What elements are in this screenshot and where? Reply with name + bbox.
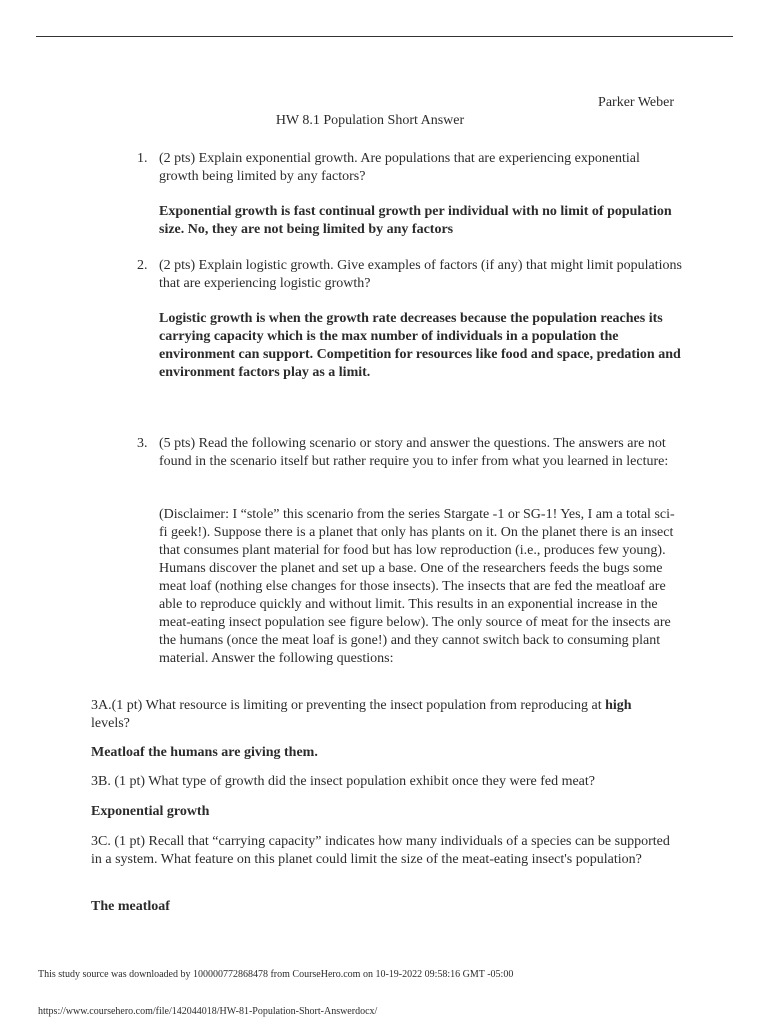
question-3a-prompt	[91, 697, 661, 733]
question-3c-answer: The meatloaf	[91, 899, 170, 914]
question-2-number: 2.	[137, 258, 148, 273]
question-1-number: 1.	[137, 151, 148, 166]
question-3b-answer: Exponential growth	[91, 804, 210, 819]
question-3a-prompt-emphasis: high	[605, 698, 632, 713]
question-2-answer: Logistic growth is when the growth rate decreases because the population reaches its carrying capacity which is the max number of individuals in a population the environment can support. Competition for resources like food and space, predation and environment factors play as a limit.	[159, 311, 681, 380]
question-3a-prompt-start: 3A.(1 pt) What resource is limiting or preventing the insect population from reproducing at	[91, 698, 606, 713]
question-3-scenario: (Disclaimer: I “stole” this scenario from the series Stargate -1 or SG-1! Yes, I am a total sci-fi geek!). Suppose there is a planet that only has plants on it. On the planet there is an insect that consumes plant material for food but has low reproduction (i.e., produces few young). Humans discover the planet and set up a base. One of the researchers feeds the bugs some meat loaf (nothing else changes for those insects). The insects that are fed the meatloaf are able to reproduce quickly and without limit. This results in an exponential increase in the meat-eating insect population see figure below). The only source of meat for the insects are the humans (once the meat loaf is gone!) and they cannot switch back to consuming plant material. Answer the following questions:	[159, 507, 675, 666]
question-3a-prompt-end: levels?	[91, 716, 130, 731]
document-title: HW 8.1 Population Short Answer	[275, 113, 465, 128]
question-1-prompt: (2 pts) Explain exponential growth. Are populations that are experiencing exponential growth being limited by any factors?	[159, 151, 640, 184]
question-1-answer: Exponential growth is fast continual growth per individual with no limit of population size. No, they are not being limited by any factors	[159, 204, 672, 237]
author-name: Parker Weber	[598, 95, 674, 110]
question-2-prompt: (2 pts) Explain logistic growth. Give examples of factors (if any) that might limit populations that are experiencing logistic growth?	[159, 258, 682, 291]
download-notice: This study source was downloaded by 100000772868478 from CourseHero.com on 10-19-2022 09:58:16 GMT -05:00	[38, 969, 514, 980]
source-url: https://www.coursehero.com/file/142044018/HW-81-Population-Short-Answerdocx/	[38, 1006, 378, 1017]
question-3-prompt: (5 pts) Read the following scenario or story and answer the questions. The answers are not found in the scenario itself but rather require you to infer from what you learned in lecture:	[159, 436, 669, 469]
question-3a-answer: Meatloaf the humans are giving them.	[91, 745, 318, 760]
question-3-number: 3.	[137, 436, 148, 451]
question-3c-prompt: 3C. (1 pt) Recall that “carrying capacity” indicates how many individuals of a species can be supported in a system. What feature on this planet could limit the size of the meat-eating insect's population?	[91, 834, 670, 867]
top-divider	[36, 36, 733, 37]
question-3b-prompt: 3B. (1 pt) What type of growth did the insect population exhibit once they were fed meat?	[91, 774, 595, 789]
